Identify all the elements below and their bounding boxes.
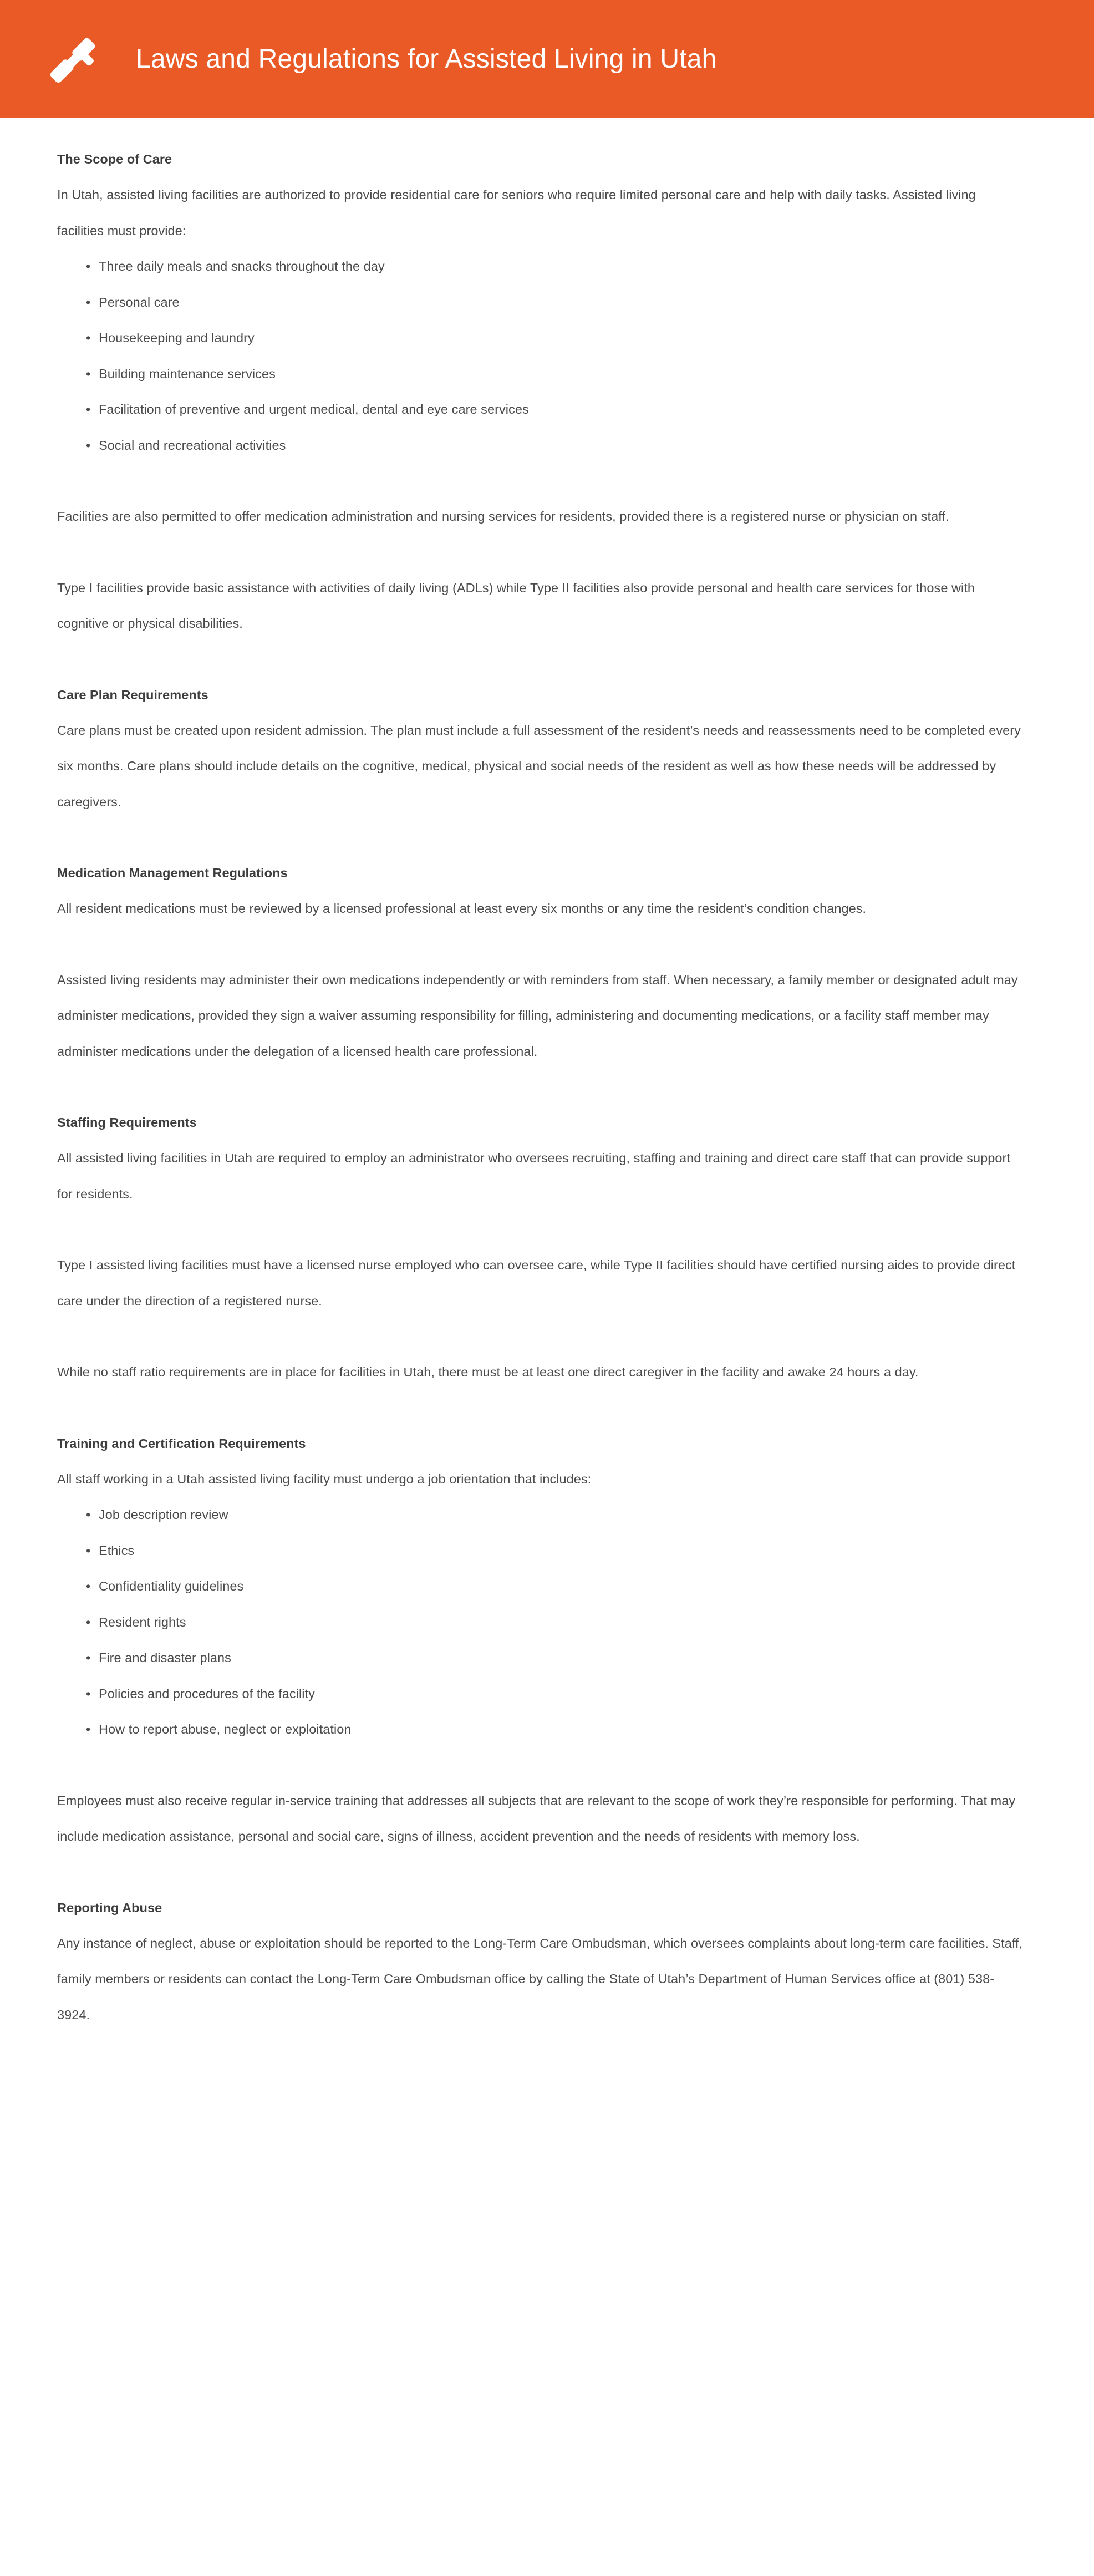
section-care-plan-requirements <box>57 677 1023 820</box>
section-medication-management-regulations <box>57 855 1023 1069</box>
list-item <box>57 1568 1023 1604</box>
section-heading: Medication Management Regulations <box>57 866 288 880</box>
bullet-dot-icon: • <box>86 1579 91 1593</box>
list-item <box>57 248 1023 284</box>
section-heading: Staffing Requirements <box>57 1115 197 1130</box>
bullet-dot-icon: • <box>86 1614 91 1629</box>
section-paragraph: Type I assisted living facilities must have a licensed nurse employed who can oversee care, while Type II facilities should have certified nursing aides to provide direct care under the direction of a registered nurse. <box>57 1258 1016 1308</box>
list-item <box>57 1676 1023 1712</box>
section-paragraph: Assisted living residents may administer their own medications independently or with reminders from staff. When necessary, a family member or designated adult may administer medications, provided they sign a waiver assuming responsibility for filling, administering and documenting medications, or a facility staff member may administer medications under the delegation of a licensed health care professional. <box>57 972 1018 1059</box>
training-bullet-list <box>57 1497 1023 1747</box>
bullet-dot-icon: • <box>86 1722 91 1736</box>
section-divider-space <box>57 1069 1023 1105</box>
list-item <box>57 1604 1023 1640</box>
page-header <box>0 0 1094 118</box>
section-paragraph: Type I facilities provide basic assistance with activities of daily living (ADLs) while Type II facilities also provide personal and health care services for those with cognitive or physical disabilities. <box>57 580 975 631</box>
list-item-label: Facilitation of preventive and urgent medical, dental and eye care services <box>99 402 529 416</box>
list-item <box>57 1711 1023 1747</box>
list-item <box>57 284 1023 321</box>
bullet-dot-icon: • <box>86 366 91 381</box>
list-item-label: Fire and disaster plans <box>99 1650 231 1665</box>
list-item-label: Ethics <box>99 1543 135 1558</box>
section-paragraph: All staff working in a Utah assisted living facility must undergo a job orientation that includes: <box>57 1471 592 1486</box>
list-item <box>57 1533 1023 1569</box>
list-item-label: How to report abuse, neglect or exploitation <box>99 1722 352 1736</box>
section-paragraph: Employees must also receive regular in-service training that addresses all subjects that are relevant to the scope of work they’re responsible for performing. That may include medication assistance, personal and social care, signs of illness, accident prevention and the needs of residents with memory loss. <box>57 1793 1016 1843</box>
section-paragraph: Any instance of neglect, abuse or exploitation should be reported to the Long-Term Care Ombudsman, which oversees complaints about long-term care facilities. Staff, family members or residents can contact the Long-Term Care Ombudsman office by calling the State of Utah’s Department of Human Services office at (801) 538-3924. <box>57 1935 1023 2022</box>
scope-of-care-bullet-list <box>57 248 1023 463</box>
bullet-dot-icon: • <box>86 438 91 453</box>
list-item-label: Housekeeping and laundry <box>99 331 255 345</box>
bullet-dot-icon: • <box>86 1543 91 1558</box>
bullet-dot-icon: • <box>86 294 91 309</box>
list-item <box>57 356 1023 392</box>
gavel-icon <box>47 34 98 85</box>
section-heading: Training and Certification Requirements <box>57 1436 306 1451</box>
list-item-label: Three daily meals and snacks throughout the day <box>99 259 385 273</box>
section-heading: The Scope of Care <box>57 152 172 166</box>
section-reporting-abuse <box>57 1890 1023 2033</box>
section-paragraph: In Utah, assisted living facilities are authorized to provide residential care for seniors who require limited personal care and help with daily tasks. Assisted living facilities must provide: <box>57 187 976 238</box>
bullet-dot-icon: • <box>86 1507 91 1522</box>
list-item-label: Building maintenance services <box>99 366 276 381</box>
list-item-label: Resident rights <box>99 1614 186 1629</box>
section-paragraph: Care plans must be created upon resident admission. The plan must include a full assessment of the resident’s needs and reassessments need to be completed every six months. Care plans should include details on the cognitive, medical, physical and social needs of the resident as well as how these needs will be addressed by caregivers. <box>57 723 1021 809</box>
list-item <box>57 1497 1023 1533</box>
section-staffing-requirements <box>57 1105 1023 1390</box>
list-item <box>57 320 1023 356</box>
bullet-dot-icon: • <box>86 331 91 345</box>
section-paragraph: Facilities are also permitted to offer medication administration and nursing services for residents, provided there is a registered nurse or physician on staff. <box>57 509 949 524</box>
section-scope-of-care <box>57 141 1023 642</box>
bullet-dot-icon: • <box>86 1686 91 1701</box>
section-paragraph: All assisted living facilities in Utah are required to employ an administrator who oversees recruiting, staffing and training and direct care staff that can provide support for residents. <box>57 1151 1010 1201</box>
list-item <box>57 1640 1023 1676</box>
bullet-dot-icon: • <box>86 402 91 416</box>
section-heading: Reporting Abuse <box>57 1900 162 1915</box>
document-content <box>0 118 1094 2066</box>
section-paragraph: All resident medications must be reviewed by a licensed professional at least every six months or any time the resident’s condition changes. <box>57 901 867 916</box>
section-paragraph: While no staff ratio requirements are in place for facilities in Utah, there must be at least one direct caregiver in the facility and awake 24 hours a day. <box>57 1365 919 1379</box>
bullet-dot-icon: • <box>86 1650 91 1665</box>
section-divider-space <box>57 642 1023 677</box>
list-item-label: Job description review <box>99 1507 228 1522</box>
list-item-label: Social and recreational activities <box>99 438 286 453</box>
section-divider-space <box>57 820 1023 855</box>
list-item <box>57 392 1023 428</box>
section-heading: Care Plan Requirements <box>57 687 208 702</box>
section-divider-space <box>57 1854 1023 1890</box>
list-item-label: Personal care <box>99 294 180 309</box>
bullet-dot-icon: • <box>86 259 91 273</box>
section-divider-space <box>57 1390 1023 1426</box>
list-item-label: Confidentiality guidelines <box>99 1579 244 1593</box>
section-training-and-certification-requirements <box>57 1426 1023 1854</box>
list-item <box>57 428 1023 464</box>
list-item-label: Policies and procedures of the facility <box>99 1686 315 1701</box>
page-title: Laws and Regulations for Assisted Living in Utah <box>136 44 717 74</box>
